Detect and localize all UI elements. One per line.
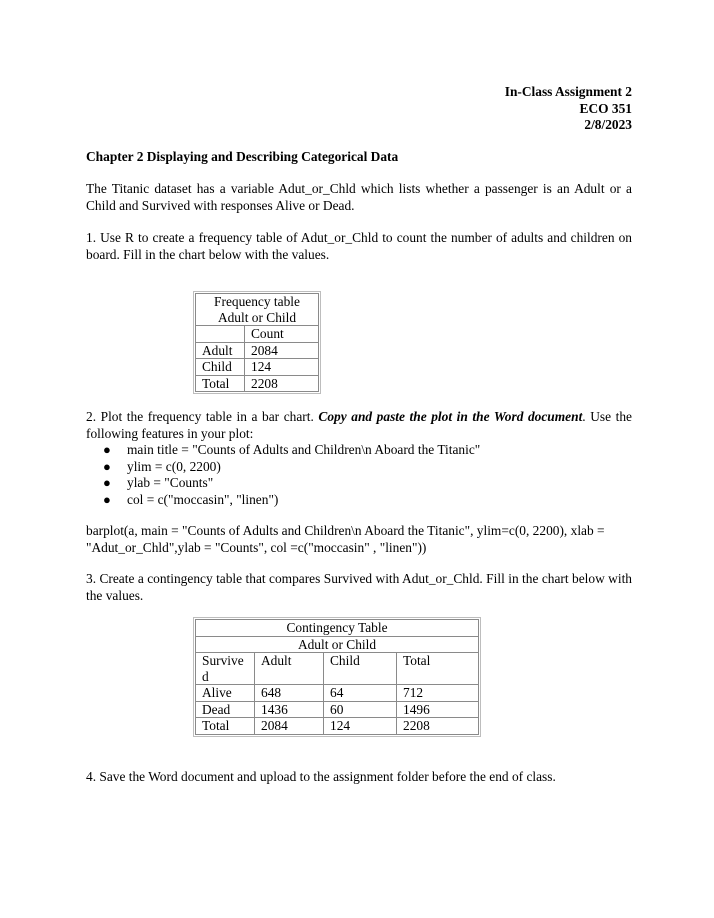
table-row: Total 2084 124 2208	[196, 718, 479, 735]
freq-table-col-header: Count	[245, 326, 319, 343]
list-item: ● ylab = "Counts"	[103, 475, 214, 490]
course-code: ECO 351	[579, 100, 632, 116]
list-item: ● col = c("moccasin", "linen")	[103, 491, 279, 507]
cont-table-subtitle: Adult or Child	[196, 636, 479, 653]
assignment-date: 2/8/2023	[584, 117, 632, 132]
bullet-icon: ●	[103, 442, 111, 457]
bullet-icon: ●	[103, 491, 111, 507]
table-row: Alive 648 64 712	[196, 685, 479, 702]
list-item: ● ylim = c(0, 2200)	[103, 458, 221, 474]
list-item: ● main title = "Counts of Adults and Children\n Aboard the Titanic"	[103, 442, 481, 457]
question-3: 3. Create a contingency table that compares Survived with Adut_or_Chld. Fill in the chart below with the values.	[86, 571, 632, 603]
barplot-code: barplot(a, main = "Counts of Adults and Children\n Aboard the Titanic", ylim=c(0, 2200), xlab = "Adut_or_Chld",ylab = "Counts", col =c("moccasin" , "linen"))	[86, 523, 605, 555]
table-row: Total 2208	[196, 375, 319, 392]
assignment-title: In-Class Assignment 2	[504, 84, 632, 99]
contingency-table	[195, 619, 479, 735]
freq-table-title: Frequency table Adult or Child	[196, 294, 319, 326]
cont-table-header-adult: Adult	[255, 653, 324, 685]
freq-table-corner	[196, 326, 245, 343]
table-row: Adult 2084	[196, 342, 319, 359]
cont-table-header-survived: Survive d	[196, 653, 255, 685]
question-2: 2. Plot the frequency table in a bar chart. Copy and paste the plot in the Word document. Use the following features in your plot:	[86, 409, 633, 441]
assignment-header	[86, 84, 632, 134]
question-1: 1. Use R to create a frequency table of Adut_or_Chld to count the number of adults and children on board. Fill in the chart below with the values.	[86, 230, 632, 262]
cont-table-header-child: Child	[324, 653, 397, 685]
chapter-title: Chapter 2 Displaying and Describing Categorical Data	[86, 149, 399, 164]
plot-features-list	[86, 442, 632, 508]
cont-table-header-total: Total	[397, 653, 479, 685]
table-row: Child 124	[196, 359, 319, 376]
question-4: 4. Save the Word document and upload to the assignment folder before the end of class.	[86, 769, 556, 784]
question-2-emphasis: Copy and paste the plot in the Word document	[318, 409, 583, 424]
bullet-icon: ●	[103, 458, 111, 474]
bullet-icon: ●	[103, 475, 111, 490]
table-row: Dead 1436 60 1496	[196, 701, 479, 718]
frequency-table	[195, 293, 319, 392]
intro-paragraph: The Titanic dataset has a variable Adut_or_Chld which lists whether a passenger is an Adult or a Child and Survived with responses Alive or Dead.	[86, 181, 632, 213]
cont-table-title: Contingency Table	[196, 620, 479, 637]
